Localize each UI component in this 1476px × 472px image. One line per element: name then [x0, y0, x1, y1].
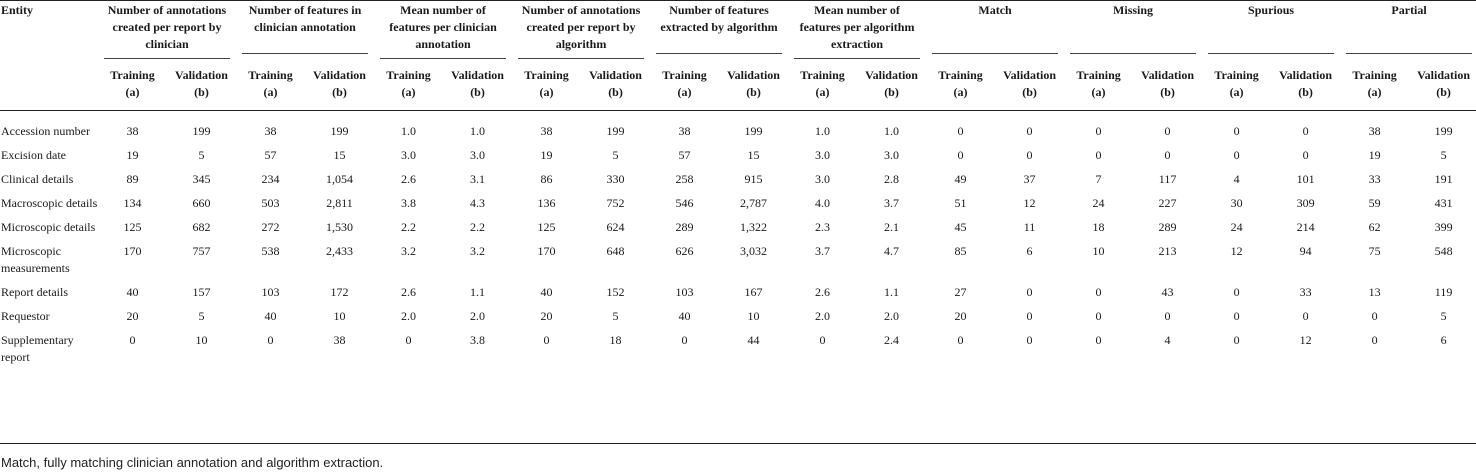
- value-cell: 272: [261, 220, 280, 234]
- value-cell: 2.0: [815, 309, 831, 323]
- training-subheader-label: Training: [1076, 68, 1121, 82]
- value-cell: 3.7: [884, 196, 900, 210]
- value-cell: 0: [405, 333, 412, 347]
- group-header-label: Number of features extracted by algorithm: [656, 2, 782, 54]
- value-cell: 3.1: [470, 172, 486, 186]
- value-cell: 199: [1434, 124, 1453, 138]
- value-cell: 19: [1368, 148, 1381, 162]
- value-cell: 117: [1158, 172, 1177, 186]
- value-cell: 101: [1296, 172, 1315, 186]
- training-subheader-label: Training: [248, 68, 293, 82]
- table-header: [0, 1, 1476, 111]
- value-cell: 136: [537, 196, 556, 210]
- value-cell: 40: [126, 285, 139, 299]
- value-cell: 20: [540, 309, 553, 323]
- training-subheader: [1064, 59, 1133, 111]
- training-subheader: [512, 59, 581, 111]
- value-cell: 399: [1434, 220, 1453, 234]
- validation-subheader-marker: (b): [332, 85, 347, 99]
- value-cell: 199: [330, 124, 349, 138]
- training-subheader-label: Training: [938, 68, 983, 82]
- value-cell: 0: [1233, 148, 1240, 162]
- value-cell: 2.6: [815, 285, 831, 299]
- validation-subheader-label: Validation: [865, 68, 918, 82]
- value-cell: 0: [1233, 285, 1240, 299]
- value-cell: 10: [747, 309, 760, 323]
- group-header-label: Mean number of features per algorithm extraction: [794, 2, 920, 59]
- value-cell: 0: [957, 333, 964, 347]
- value-cell: 24: [1092, 196, 1105, 210]
- value-cell: 5: [612, 148, 619, 162]
- table-row: [0, 111, 1476, 141]
- training-subheader-label: Training: [110, 68, 155, 82]
- validation-subheader: [857, 59, 926, 111]
- value-cell: 548: [1434, 244, 1453, 258]
- training-subheader: [374, 59, 443, 111]
- value-cell: 12: [1023, 196, 1036, 210]
- training-subheader-label: Training: [800, 68, 845, 82]
- value-cell: 3.8: [470, 333, 486, 347]
- value-cell: 3.0: [815, 148, 831, 162]
- value-cell: 27: [954, 285, 967, 299]
- value-cell: 0: [1164, 148, 1171, 162]
- value-cell: 4.3: [470, 196, 486, 210]
- validation-subheader: [305, 59, 374, 111]
- value-cell: 4: [1164, 333, 1171, 347]
- value-cell: 0: [957, 124, 964, 138]
- value-cell: 12: [1299, 333, 1312, 347]
- validation-subheader: [1133, 59, 1202, 111]
- value-cell: 0: [1233, 309, 1240, 323]
- value-cell: 0: [1026, 285, 1033, 299]
- value-cell: 1.0: [401, 124, 417, 138]
- value-cell: 915: [744, 172, 763, 186]
- value-cell: 2.3: [815, 220, 831, 234]
- value-cell: 24: [1230, 220, 1243, 234]
- value-cell: 0: [1026, 333, 1033, 347]
- value-cell: 38: [540, 124, 553, 138]
- validation-subheader: [719, 59, 788, 111]
- value-cell: 431: [1434, 196, 1453, 210]
- table-row: [0, 188, 1476, 212]
- table-row: [0, 301, 1476, 325]
- validation-subheader-label: Validation: [727, 68, 780, 82]
- value-cell: 2.4: [884, 333, 900, 347]
- training-subheader-marker: (a): [677, 85, 692, 99]
- training-subheader-marker: (a): [1091, 85, 1106, 99]
- value-cell: 49: [954, 172, 967, 186]
- table-body: [0, 111, 1476, 369]
- training-subheader-marker: (a): [125, 85, 140, 99]
- value-cell: 38: [1368, 124, 1381, 138]
- value-cell: 624: [606, 220, 625, 234]
- training-subheader: [788, 59, 857, 111]
- value-cell: 0: [129, 333, 136, 347]
- value-cell: 199: [192, 124, 211, 138]
- validation-subheader: [1409, 59, 1476, 111]
- value-cell: 1,530: [326, 220, 353, 234]
- entity-cell: Report details: [1, 285, 68, 299]
- value-cell: 10: [1092, 244, 1105, 258]
- value-cell: 2.8: [884, 172, 900, 186]
- value-cell: 20: [126, 309, 139, 323]
- value-cell: 5: [198, 309, 205, 323]
- value-cell: 3,032: [740, 244, 768, 258]
- value-cell: 0: [267, 333, 274, 347]
- value-cell: 85: [954, 244, 967, 258]
- value-cell: 538: [261, 244, 280, 258]
- value-cell: 0: [1026, 148, 1033, 162]
- value-cell: 172: [330, 285, 349, 299]
- value-cell: 4: [1233, 172, 1240, 186]
- value-cell: 75: [1368, 244, 1381, 258]
- validation-subheader-marker: (b): [1298, 85, 1313, 99]
- value-cell: 62: [1368, 220, 1381, 234]
- value-cell: 1.0: [815, 124, 831, 138]
- value-cell: 89: [126, 172, 139, 186]
- group-header: [788, 1, 926, 60]
- value-cell: 1.0: [884, 124, 900, 138]
- entity-subheader-spacer: [0, 59, 98, 111]
- entity-cell: Microscopic measurements: [1, 244, 70, 275]
- value-cell: 0: [1095, 124, 1102, 138]
- group-header-label: Number of annotations created per report by algorithm: [518, 2, 644, 59]
- value-cell: 660: [192, 196, 211, 210]
- training-subheader: [650, 59, 719, 111]
- validation-subheader-label: Validation: [175, 68, 228, 82]
- training-subheader-label: Training: [524, 68, 569, 82]
- value-cell: 0: [1371, 309, 1378, 323]
- value-cell: 157: [192, 285, 211, 299]
- value-cell: 3.7: [815, 244, 831, 258]
- value-cell: 33: [1368, 172, 1381, 186]
- validation-subheader-marker: (b): [746, 85, 761, 99]
- table-footnote: Match, fully matching clinician annotation and algorithm extraction.: [1, 455, 384, 470]
- value-cell: 0: [957, 148, 964, 162]
- value-cell: 0: [1026, 309, 1033, 323]
- entity-cell: Supplementary report: [1, 333, 74, 364]
- training-subheader-label: Training: [662, 68, 707, 82]
- value-cell: 2.1: [884, 220, 900, 234]
- value-cell: 45: [954, 220, 967, 234]
- value-cell: 546: [675, 196, 694, 210]
- value-cell: 0: [1302, 124, 1309, 138]
- training-subheader-marker: (a): [1229, 85, 1244, 99]
- group-header: [650, 1, 788, 60]
- validation-subheader-marker: (b): [1160, 85, 1175, 99]
- value-cell: 152: [606, 285, 625, 299]
- value-cell: 0: [1371, 333, 1378, 347]
- value-cell: 0: [1233, 124, 1240, 138]
- validation-subheader: [1271, 59, 1340, 111]
- value-cell: 2.0: [884, 309, 900, 323]
- value-cell: 2.2: [470, 220, 486, 234]
- value-cell: 2.0: [401, 309, 417, 323]
- value-cell: 38: [678, 124, 691, 138]
- table-row: [0, 325, 1476, 368]
- training-subheader: [98, 59, 167, 111]
- value-cell: 289: [675, 220, 694, 234]
- value-cell: 3.8: [401, 196, 417, 210]
- value-cell: 0: [819, 333, 826, 347]
- value-cell: 0: [1095, 333, 1102, 347]
- training-subheader-marker: (a): [539, 85, 554, 99]
- group-header-label: Match: [932, 2, 1058, 54]
- value-cell: 44: [747, 333, 760, 347]
- group-header-label: Spurious: [1208, 2, 1334, 54]
- value-cell: 134: [123, 196, 142, 210]
- entity-cell: Accession number: [1, 124, 90, 138]
- value-cell: 648: [606, 244, 625, 258]
- value-cell: 33: [1299, 285, 1312, 299]
- value-cell: 1.0: [470, 124, 486, 138]
- value-cell: 330: [606, 172, 625, 186]
- value-cell: 57: [264, 148, 277, 162]
- value-cell: 40: [264, 309, 277, 323]
- training-subheader: [236, 59, 305, 111]
- value-cell: 309: [1296, 196, 1315, 210]
- group-header-label: Missing: [1070, 2, 1196, 54]
- group-header-label: Partial: [1346, 2, 1472, 54]
- value-cell: 6: [1026, 244, 1033, 258]
- value-cell: 1,054: [326, 172, 353, 186]
- table-row: [0, 236, 1476, 277]
- validation-subheader-marker: (b): [1022, 85, 1037, 99]
- group-header-label: Number of features in clinician annotation: [242, 2, 368, 54]
- value-cell: 0: [1095, 309, 1102, 323]
- validation-subheader: [443, 59, 512, 111]
- training-subheader-marker: (a): [815, 85, 830, 99]
- value-cell: 752: [606, 196, 625, 210]
- value-cell: 43: [1161, 285, 1174, 299]
- group-header: [1340, 1, 1476, 60]
- value-cell: 0: [543, 333, 550, 347]
- value-cell: 19: [126, 148, 139, 162]
- validation-subheader-marker: (b): [1436, 85, 1451, 99]
- value-cell: 3.0: [470, 148, 486, 162]
- table-row: [0, 164, 1476, 188]
- value-cell: 86: [540, 172, 553, 186]
- value-cell: 6: [1440, 333, 1447, 347]
- value-cell: 0: [1233, 333, 1240, 347]
- value-cell: 227: [1158, 196, 1177, 210]
- group-header: [236, 1, 374, 60]
- validation-subheader-label: Validation: [313, 68, 366, 82]
- value-cell: 503: [261, 196, 280, 210]
- table-row: [0, 277, 1476, 301]
- value-cell: 103: [675, 285, 694, 299]
- training-subheader-label: Training: [386, 68, 431, 82]
- value-cell: 18: [609, 333, 622, 347]
- value-cell: 258: [675, 172, 694, 186]
- value-cell: 5: [1440, 148, 1447, 162]
- value-cell: 7: [1095, 172, 1102, 186]
- value-cell: 18: [1092, 220, 1105, 234]
- training-subheader-marker: (a): [953, 85, 968, 99]
- value-cell: 119: [1434, 285, 1453, 299]
- value-cell: 234: [261, 172, 280, 186]
- training-subheader-label: Training: [1214, 68, 1259, 82]
- value-cell: 13: [1368, 285, 1381, 299]
- validation-subheader: [995, 59, 1064, 111]
- value-cell: 40: [540, 285, 553, 299]
- value-cell: 170: [537, 244, 556, 258]
- value-cell: 2,433: [326, 244, 353, 258]
- value-cell: 38: [264, 124, 277, 138]
- group-header-label: Number of annotations created per report by clinician: [104, 2, 230, 59]
- subheader-row: [0, 59, 1476, 111]
- entity-cell: Microscopic details: [1, 220, 96, 234]
- value-cell: 199: [606, 124, 625, 138]
- value-cell: 191: [1434, 172, 1453, 186]
- value-cell: 94: [1299, 244, 1312, 258]
- value-cell: 757: [192, 244, 211, 258]
- training-subheader-label: Training: [1352, 68, 1397, 82]
- table-row: [0, 212, 1476, 236]
- value-cell: 19: [540, 148, 553, 162]
- value-cell: 2,811: [326, 196, 353, 210]
- value-cell: 5: [198, 148, 205, 162]
- value-cell: 1.1: [470, 285, 486, 299]
- entity-cell: Requestor: [1, 309, 50, 323]
- group-header-row: [0, 1, 1476, 60]
- value-cell: 37: [1023, 172, 1036, 186]
- value-cell: 3.0: [884, 148, 900, 162]
- training-subheader-marker: (a): [1367, 85, 1382, 99]
- value-cell: 1.1: [884, 285, 900, 299]
- group-header: [512, 1, 650, 60]
- value-cell: 0: [1302, 148, 1309, 162]
- value-cell: 167: [744, 285, 763, 299]
- value-cell: 3.2: [401, 244, 417, 258]
- group-header-label: Mean number of features per clinician annotation: [380, 2, 506, 59]
- validation-subheader-label: Validation: [1417, 68, 1471, 82]
- validation-subheader-marker: (b): [194, 85, 209, 99]
- value-cell: 626: [675, 244, 694, 258]
- value-cell: 170: [123, 244, 142, 258]
- group-header: [98, 1, 236, 60]
- value-cell: 40: [678, 309, 691, 323]
- validation-subheader-label: Validation: [589, 68, 642, 82]
- value-cell: 682: [192, 220, 211, 234]
- value-cell: 15: [333, 148, 346, 162]
- table-row: [0, 140, 1476, 164]
- value-cell: 103: [261, 285, 280, 299]
- value-cell: 2,787: [740, 196, 768, 210]
- value-cell: 51: [954, 196, 967, 210]
- value-cell: 0: [1026, 124, 1033, 138]
- value-cell: 57: [678, 148, 691, 162]
- group-header: [1064, 1, 1202, 60]
- training-subheader: [1340, 59, 1409, 111]
- value-cell: 125: [537, 220, 556, 234]
- entity-cell: Macroscopic details: [1, 196, 98, 210]
- value-cell: 0: [681, 333, 688, 347]
- value-cell: 213: [1158, 244, 1177, 258]
- value-cell: 3.2: [470, 244, 486, 258]
- entity-cell: Excision date: [1, 148, 66, 162]
- entity-cell: Clinical details: [1, 172, 74, 186]
- value-cell: 10: [195, 333, 208, 347]
- value-cell: 3.0: [815, 172, 831, 186]
- value-cell: 289: [1158, 220, 1177, 234]
- value-cell: 38: [333, 333, 346, 347]
- validation-subheader-marker: (b): [884, 85, 899, 99]
- validation-subheader-label: Validation: [1141, 68, 1195, 82]
- training-subheader-marker: (a): [263, 85, 278, 99]
- validation-subheader-marker: (b): [470, 85, 485, 99]
- value-cell: 0: [1164, 124, 1171, 138]
- value-cell: 2.6: [401, 172, 417, 186]
- training-subheader-marker: (a): [401, 85, 416, 99]
- value-cell: 10: [333, 309, 346, 323]
- value-cell: 214: [1296, 220, 1315, 234]
- value-cell: 11: [1023, 220, 1036, 234]
- value-cell: 30: [1230, 196, 1243, 210]
- validation-subheader: [581, 59, 650, 111]
- value-cell: 0: [1095, 285, 1102, 299]
- validation-subheader-marker: (b): [608, 85, 623, 99]
- value-cell: 125: [123, 220, 142, 234]
- value-cell: 2.2: [401, 220, 417, 234]
- validation-subheader-label: Validation: [1003, 68, 1056, 82]
- group-header: [1202, 1, 1340, 60]
- value-cell: 4.7: [884, 244, 900, 258]
- value-cell: 15: [747, 148, 760, 162]
- value-cell: 0: [1164, 309, 1171, 323]
- validation-subheader: [167, 59, 236, 111]
- value-cell: 5: [612, 309, 619, 323]
- value-cell: 12: [1230, 244, 1243, 258]
- training-subheader: [926, 59, 995, 111]
- value-cell: 2.0: [470, 309, 486, 323]
- group-header: [926, 1, 1064, 60]
- value-cell: 345: [192, 172, 211, 186]
- value-cell: 4.0: [815, 196, 831, 210]
- entity-column-header: Entity: [1, 3, 34, 17]
- value-cell: 0: [1302, 309, 1309, 323]
- table-bottom-rule: [0, 443, 1476, 444]
- value-cell: 2.6: [401, 285, 417, 299]
- validation-subheader-label: Validation: [451, 68, 504, 82]
- training-subheader: [1202, 59, 1271, 111]
- value-cell: 199: [744, 124, 763, 138]
- value-cell: 38: [126, 124, 139, 138]
- group-header: [374, 1, 512, 60]
- value-cell: 20: [954, 309, 967, 323]
- value-cell: 59: [1368, 196, 1381, 210]
- value-cell: 5: [1440, 309, 1447, 323]
- validation-subheader-label: Validation: [1279, 68, 1333, 82]
- value-cell: 3.0: [401, 148, 417, 162]
- value-cell: 0: [1095, 148, 1102, 162]
- value-cell: 1,322: [740, 220, 768, 234]
